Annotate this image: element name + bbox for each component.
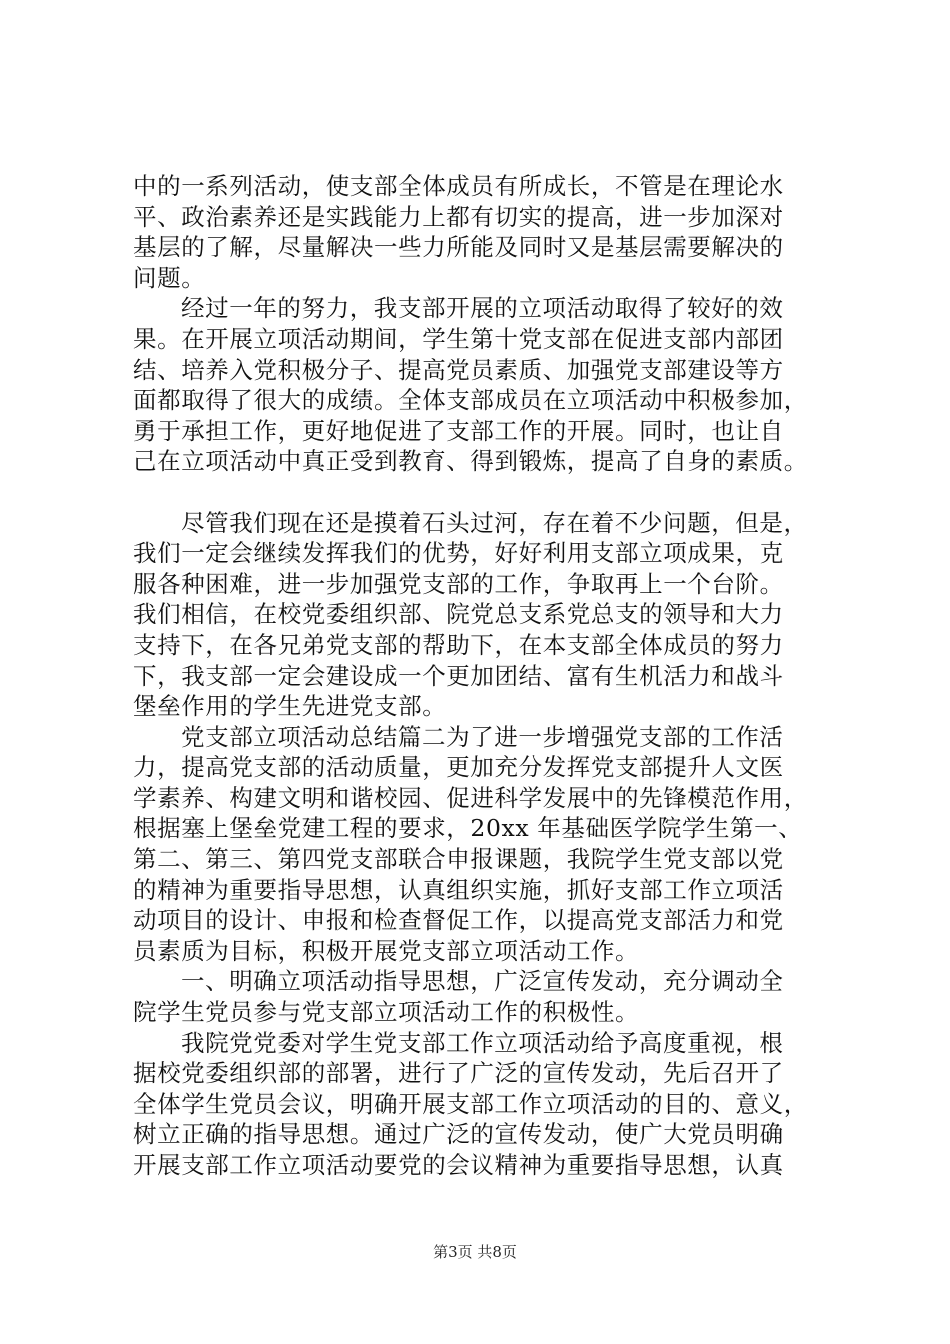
text-line: 尽管我们现在还是摸着石头过河，存在着不少问题，但是， [181, 508, 808, 537]
text-line: 基层的了解，尽量解决一些力所能及同时又是基层需要解决的 [133, 233, 784, 262]
text-line: 开展支部工作立项活动要党的会议精神为重要指导思想，认真 [133, 1151, 784, 1179]
blank-line [133, 477, 845, 508]
text-line: 根据塞上堡垒党建工程的要求，20xx 年基础医学院学生第一、 [133, 814, 803, 843]
text-line: 力，提高党支部的活动质量，更加充分发挥党支部提升人文医 [133, 753, 784, 782]
text-line: 支持下，在各兄弟党支部的帮助下，在本支部全体成员的努力 [133, 630, 784, 659]
text-line: 第二、第三、第四党支部联合申报课题，我院学生党支部以党 [133, 845, 784, 874]
text-line: 堡垒作用的学生先进党支部。 [133, 692, 447, 721]
text-line: 动项目的设计、申报和检查督促工作，以提高党支部活力和党 [133, 906, 784, 935]
text-line: 员素质为目标，积极开展党支部立项活动工作。 [133, 936, 640, 965]
text-line: 服各种困难，进一步加强党支部的工作，争取再上一个台阶。 [133, 569, 784, 598]
text-line: 中的一系列活动，使支部全体成员有所成长，不管是在理论水 [133, 172, 784, 200]
text-line: 平、政治素养还是实践能力上都有切实的提高，进一步加深对 [133, 202, 784, 231]
text-line: 果。在开展立项活动期间，学生第十党支部在促进支部内部团 [133, 324, 784, 353]
text-line: 问题。 [133, 263, 206, 292]
text-line: 经过一年的努力，我支部开展的立项活动取得了较好的效 [181, 294, 784, 323]
text-line: 的精神为重要指导思想，认真组织实施，抓好支部工作立项活 [133, 875, 784, 904]
text-line: 学素养、构建文明和谐校园、促进科学发展中的先锋模范作用， [133, 783, 808, 812]
text-line: 我们相信，在校党委组织部、院党总支系党总支的领导和大力 [133, 600, 784, 629]
document-body [133, 171, 845, 1181]
text-line: 面都取得了很大的成绩。全体支部成员在立项活动中积极参加， [133, 386, 808, 415]
text-line: 我院党党委对学生党支部工作立项活动给予高度重视，根 [181, 1028, 784, 1057]
text-line: 全体学生党员会议，明确开展支部工作立项活动的目的、意义， [133, 1089, 808, 1118]
text-line: 院学生党员参与党支部立项活动工作的积极性。 [133, 998, 640, 1027]
text-line: 树立正确的指导思想。通过广泛的宣传发动，使广大党员明确 [133, 1120, 784, 1149]
text-line: 勇于承担工作，更好地促进了支部工作的开展。同时，也让自 [133, 416, 784, 445]
text-line: 党支部立项活动总结篇二为了进一步增强党支部的工作活 [181, 722, 784, 751]
text-line: 下，我支部一定会建设成一个更加团结、富有生机活力和战斗 [133, 661, 784, 690]
text-line: 据校党委组织部的部署，进行了广泛的宣传发动，先后召开了 [133, 1059, 784, 1088]
text-line: 己在立项活动中真正受到教育、得到锻炼，提高了自身的素质。 [133, 447, 808, 476]
text-line: 我们一定会继续发挥我们的优势，好好利用支部立项成果，克 [133, 539, 784, 568]
page-footer: 第3页 共8页 [433, 1243, 517, 1261]
text-line: 结、培养入党积极分子、提高党员素质、加强党支部建设等方 [133, 355, 784, 384]
text-line: 一、明确立项活动指导思想，广泛宣传发动，充分调动全 [181, 967, 784, 996]
